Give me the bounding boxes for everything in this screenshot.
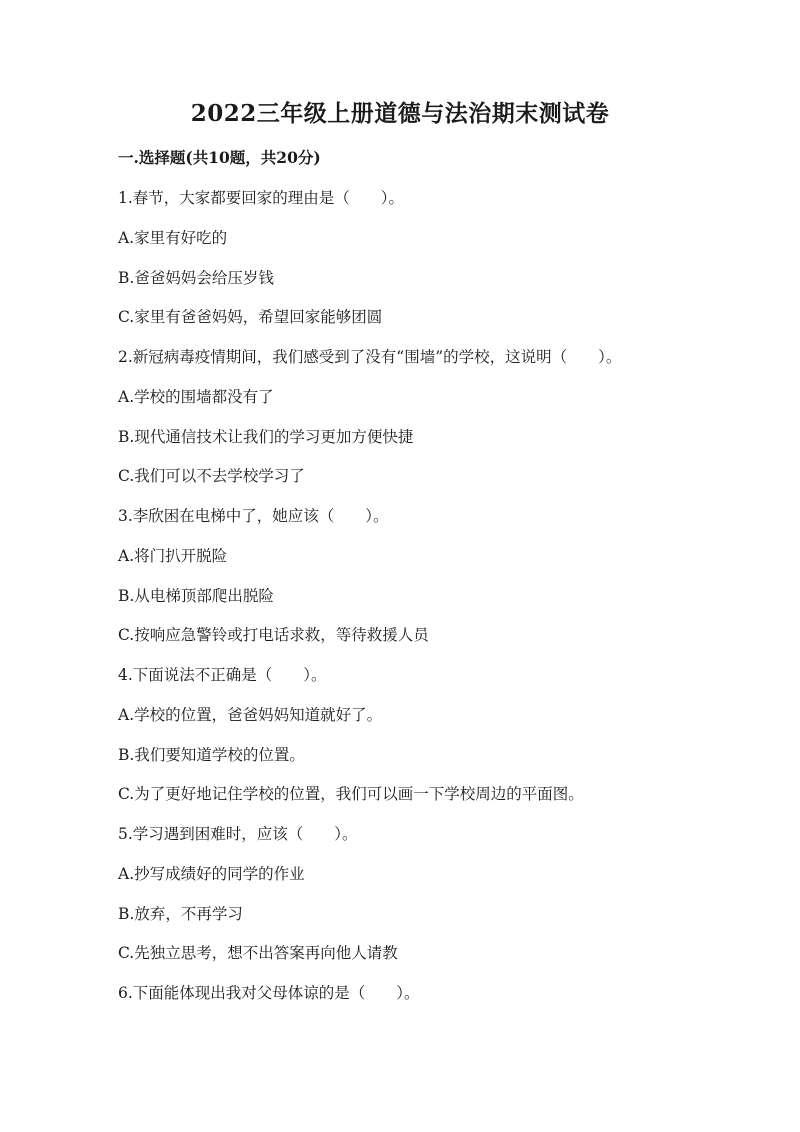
question-5-option-c: C.先独立思考，想不出答案再向他人请教 [118,944,398,963]
question-5-stem: 5.学习遇到困难时，应该（ ）。 [118,825,358,843]
question-2-option-c: C.我们可以不去学校学习了 [118,467,305,486]
question-1-option-b: B.爸爸妈妈会给压岁钱 [118,268,274,287]
question-5-option-b: B.放弃，不再学习 [118,904,243,923]
question-4-stem: 4.下面说法不正确是（ ）。 [118,666,327,684]
question-2-option-a: A.学校的围墙都没有了 [118,387,274,406]
section-heading: 一.选择题(共10题，共20分) [118,148,321,167]
question-list [118,186,758,1021]
question-4-option-b: B.我们要知道学校的位置。 [118,745,305,764]
question-6-stem: 6.下面能体现出我对父母体谅的是（ ）。 [118,984,420,1002]
question-4-option-a: A.学校的位置，爸爸妈妈知道就好了。 [118,705,383,724]
page-title: 2022三年级上册道德与法治期末测试卷 [190,100,610,127]
question-3-stem: 3.李欣困在电梯中了，她应该（ ）。 [118,507,389,525]
question-3-option-b: B.从电梯顶部爬出脱险 [118,586,274,605]
question-1-stem: 1.春节，大家都要回家的理由是（ ）。 [118,189,405,207]
question-5-option-a: A.抄写成绩好的同学的作业 [118,864,305,883]
question-1-option-c: C.家里有爸爸妈妈，希望回家能够团圆 [118,308,383,327]
question-2-option-b: B.现代通信技术让我们的学习更加方便快捷 [118,427,414,446]
question-1-option-a: A.家里有好吃的 [118,228,228,247]
question-3-option-c: C.按响应急警铃或打电话求救，等待救援人员 [118,626,429,645]
question-2-stem: 2.新冠病毒疫情期间，我们感受到了没有“围墙”的学校，这说明（ ）。 [118,348,622,366]
question-3-option-a: A.将门扒开脱险 [118,546,228,565]
question-4-option-c: C.为了更好地记住学校的位置，我们可以画一下学校周边的平面图。 [118,785,584,804]
